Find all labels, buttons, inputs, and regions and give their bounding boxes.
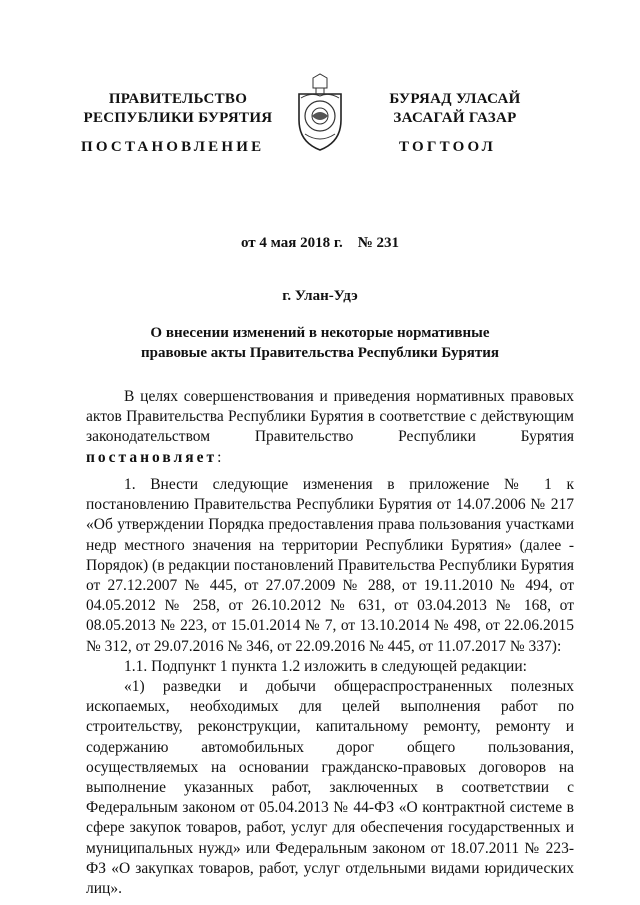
title-line-2: правовые акты Правительства Республики Бурятия xyxy=(140,345,500,361)
document-type-buryat: ТОГТООЛ xyxy=(399,139,496,155)
body-items xyxy=(86,475,574,899)
preamble-text: В целях совершенствования и приведения нормативных правовых актов Правительства Республики Бурятия в соответствие с действующим законодательством Правительство Республики Бурятия xyxy=(86,388,574,446)
preamble xyxy=(86,387,574,468)
preamble-end: : xyxy=(217,448,222,466)
issuer-name-russian xyxy=(78,90,278,128)
document-title xyxy=(0,323,640,363)
document-type-russian: ПОСТАНОВЛЕНИЕ xyxy=(81,139,265,155)
item-1: 1. Внести следующие изменения в приложение № 1 к постановлению Правительства Республики Бурятия от 14.07.2006 № 217 «Об утверждении Порядка предоставления права пользования участками недр местного значения на территории Республики Бурятия» (далее - Порядок) (в редакции постановлений Правительства Республики Бурятия от 27.12.2007 № 445, от 27.07.2009 № 288, от 19.11.2010 № 494, от 04.05.2012 № 258, от 26.10.2012 № 631, от 03.04.2013 № 168, от 08.05.2013 № 223, от 15.01.2014 № 7, от 13.10.2014 № 498, от 22.06.2015 № 312, от 29.07.2016 № 346, от 22.09.2016 № 445, от 11.07.2017 № 337): xyxy=(86,476,574,655)
issuer-buryat-line-1: БУРЯАД УЛАСАЙ xyxy=(389,91,521,107)
issuer-line-1: ПРАВИТЕЛЬСТВО xyxy=(108,91,248,107)
quoted-subparagraph: «1) разведки и добычи общераспространенных полезных ископаемых, необходимых для целей выполнения работ по строительству, реконструкции, капитальному ремонту, ремонту и содержанию автомобильных дорог общего пользования, осуществляемых на основании гражданско-правовых договоров на выполнение указанных работ, заключенных в соответствии с Федеральным законом от 05.04.2013 № 44-ФЗ «О контрактной системе в сфере закупок товаров, работ, услуг для обеспечения государственных и муниципальных нужд» или Федеральным законом от 18.07.2011 № 223-ФЗ «О закупках товаров, работ, услуг отдельными видами юридических лиц». xyxy=(86,678,574,898)
issuer-buryat-line-2: ЗАСАГАЙ ГАЗАР xyxy=(393,110,517,126)
issuer-line-2: РЕСПУБЛИКИ БУРЯТИЯ xyxy=(83,110,273,126)
coat-of-arms-emblem xyxy=(291,72,349,152)
item-1-1: 1.1. Подпункт 1 пункта 1.2 изложить в следующей редакции: xyxy=(124,657,527,675)
date-and-number: от 4 мая 2018 г. № 231 xyxy=(240,235,400,251)
city: г. Улан-Удэ xyxy=(282,288,358,304)
preamble-resolves: постановляет xyxy=(86,448,218,466)
title-line-1: О внесении изменений в некоторые нормативные xyxy=(150,325,490,341)
issuer-name-buryat xyxy=(360,90,550,128)
